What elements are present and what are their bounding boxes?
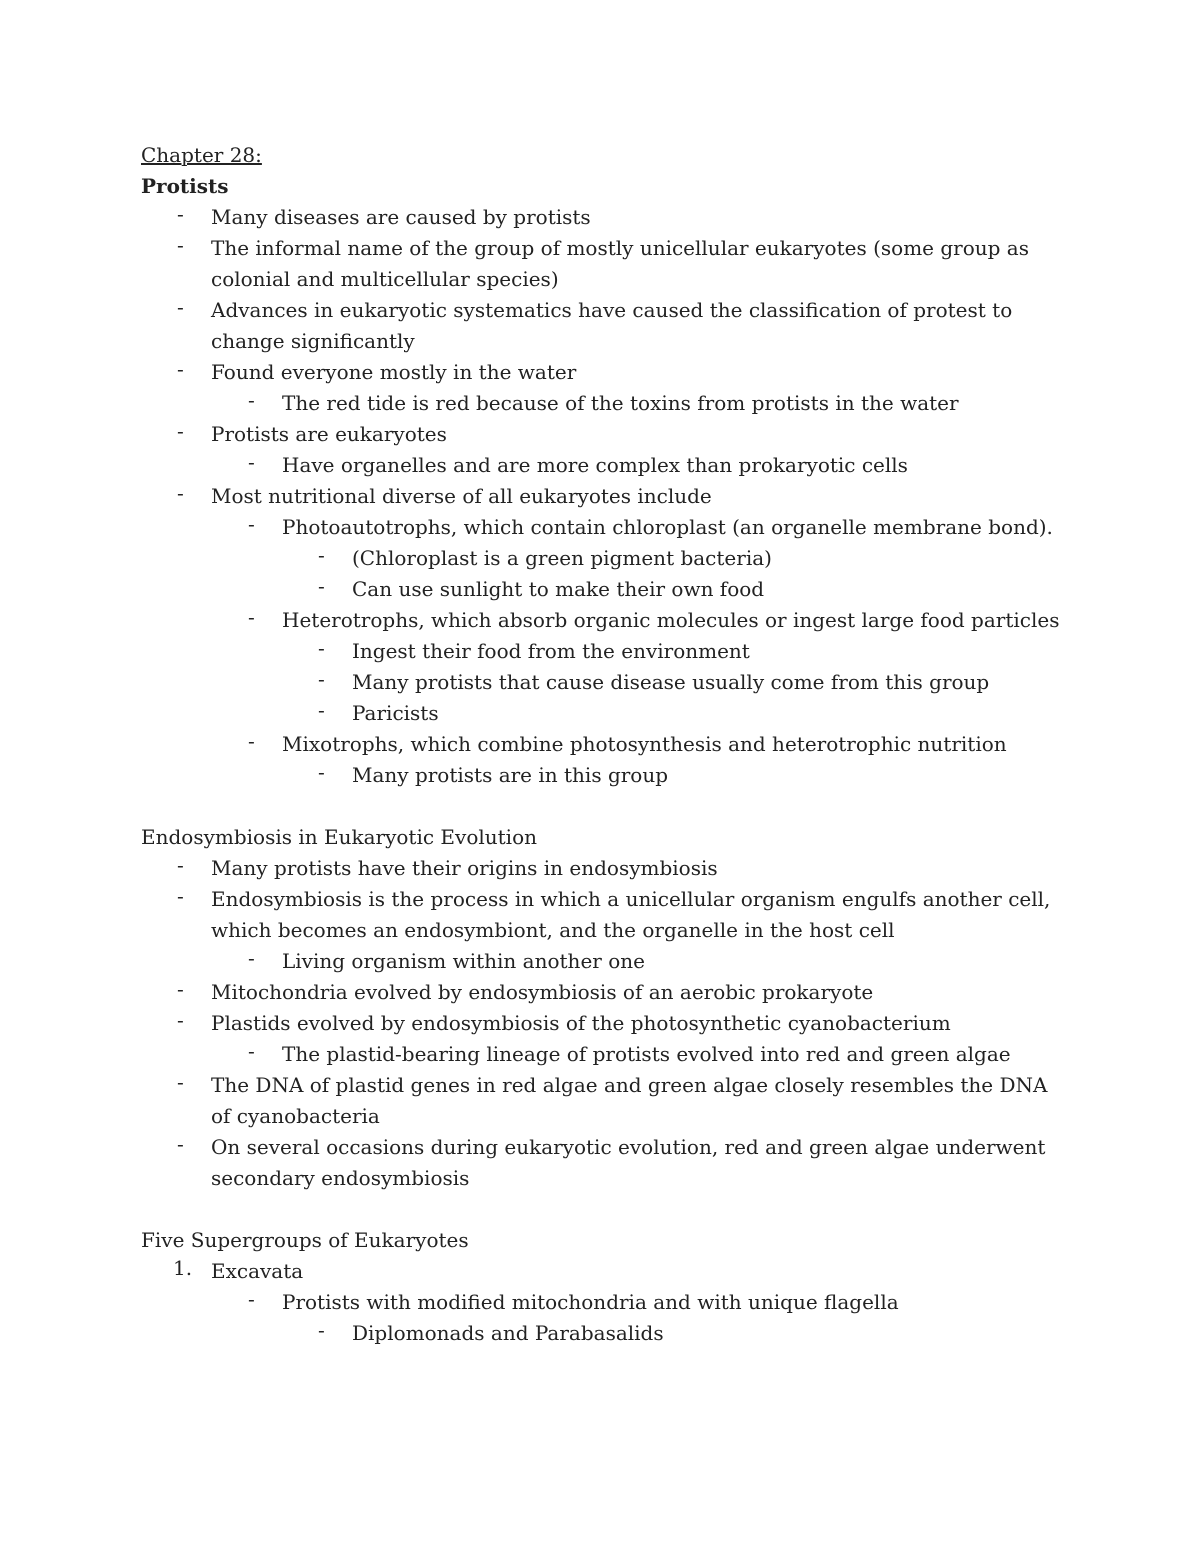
bullet-dash: - xyxy=(177,419,184,443)
list-item: - Mixotrophs, which combine photosynthesis and heterotrophic nutrition xyxy=(248,729,1007,756)
bullet-dash: - xyxy=(318,1318,325,1342)
list-item: - Found everyone mostly in the water xyxy=(177,357,577,384)
list-item: - Most nutritional diverse of all eukaryotes include xyxy=(177,481,712,508)
list-number: 1. xyxy=(173,1256,193,1280)
list-item: - (Chloroplast is a green pigment bacteria) xyxy=(318,543,772,570)
bullet-dash: - xyxy=(318,636,325,660)
bullet-dash: - xyxy=(177,1070,184,1094)
bullet-dash: - xyxy=(177,977,184,1001)
list-item: - Have organelles and are more complex than prokaryotic cells xyxy=(248,450,908,477)
list-item: - Advances in eukaryotic systematics have caused the classification of protest to change significantly xyxy=(177,295,1013,353)
list-item: - Paricists xyxy=(318,698,439,725)
bullet-dash: - xyxy=(177,1132,184,1156)
bullet-dash: - xyxy=(248,388,255,412)
numbered-item: 1. Excavata xyxy=(173,1256,304,1283)
list-item: - Many protists that cause disease usually come from this group xyxy=(318,667,990,694)
list-item: - On several occasions during eukaryotic evolution, red and green algae underwent secondary endosymbiosis xyxy=(177,1132,1046,1190)
list-item: - Ingest their food from the environment xyxy=(318,636,750,663)
bullet-dash: - xyxy=(248,1287,255,1311)
bullet-dash: - xyxy=(318,543,325,567)
bullet-dash: - xyxy=(318,760,325,784)
blank-line xyxy=(141,1194,1071,1225)
bullet-dash: - xyxy=(248,605,255,629)
list-item: - Diplomonads and Parabasalids xyxy=(318,1318,664,1345)
list-item: - The informal name of the group of mostly unicellular eukaryotes (some group as colonial and multicellular species) xyxy=(177,233,1029,291)
bullet-dash: - xyxy=(177,884,184,908)
bullet-dash: - xyxy=(177,295,184,319)
list-item: - Many protists have their origins in endosymbiosis xyxy=(177,853,718,880)
list-item: - Protists with modified mitochondria and with unique flagella xyxy=(248,1287,899,1314)
list-item: - Many diseases are caused by protists xyxy=(177,202,591,229)
bullet-dash: - xyxy=(318,667,325,691)
list-item: - Protists are eukaryotes xyxy=(177,419,447,446)
list-item: - The DNA of plastid genes in red algae and green algae closely resembles the DNA of cyanobacteria xyxy=(177,1070,1048,1128)
bullet-dash: - xyxy=(248,450,255,474)
list-item: - Can use sunlight to make their own food xyxy=(318,574,765,601)
list-item: - Heterotrophs, which absorb organic molecules or ingest large food particles xyxy=(248,605,1060,632)
blank-line xyxy=(141,791,1071,822)
list-item: - The plastid-bearing lineage of protists evolved into red and green algae xyxy=(248,1039,1011,1066)
list-item: - Photoautotrophs, which contain chloroplast (an organelle membrane bond). xyxy=(248,512,1053,539)
bullet-dash: - xyxy=(248,946,255,970)
bullet-dash: - xyxy=(177,233,184,257)
bullet-dash: - xyxy=(318,698,325,722)
list-item: - Plastids evolved by endosymbiosis of the photosynthetic cyanobacterium xyxy=(177,1008,951,1035)
bullet-dash: - xyxy=(177,357,184,381)
section-heading-supergroups: Five Supergroups of Eukaryotes xyxy=(141,1228,469,1252)
bullet-dash: - xyxy=(318,574,325,598)
bullet-dash: - xyxy=(248,1039,255,1063)
list-item: - Many protists are in this group xyxy=(318,760,669,787)
list-item: - The red tide is red because of the toxins from protists in the water xyxy=(248,388,959,415)
list-item: - Living organism within another one xyxy=(248,946,645,973)
chapter-title: Chapter 28: xyxy=(141,143,262,167)
notes-content xyxy=(141,140,1071,1349)
bullet-dash: - xyxy=(177,202,184,226)
bullet-dash: - xyxy=(177,1008,184,1032)
list-item: - Mitochondria evolved by endosymbiosis of an aerobic prokaryote xyxy=(177,977,874,1004)
bullet-dash: - xyxy=(248,729,255,753)
list-item: - Endosymbiosis is the process in which a unicellular organism engulfs another cell, which becomes an endosymbiont, and the organelle in the host cell xyxy=(177,884,1051,942)
section-heading-protists: Protists xyxy=(141,174,229,198)
bullet-dash: - xyxy=(177,481,184,505)
bullet-dash: - xyxy=(177,853,184,877)
bullet-dash: - xyxy=(248,512,255,536)
section-heading-endosymbiosis: Endosymbiosis in Eukaryotic Evolution xyxy=(141,825,537,849)
